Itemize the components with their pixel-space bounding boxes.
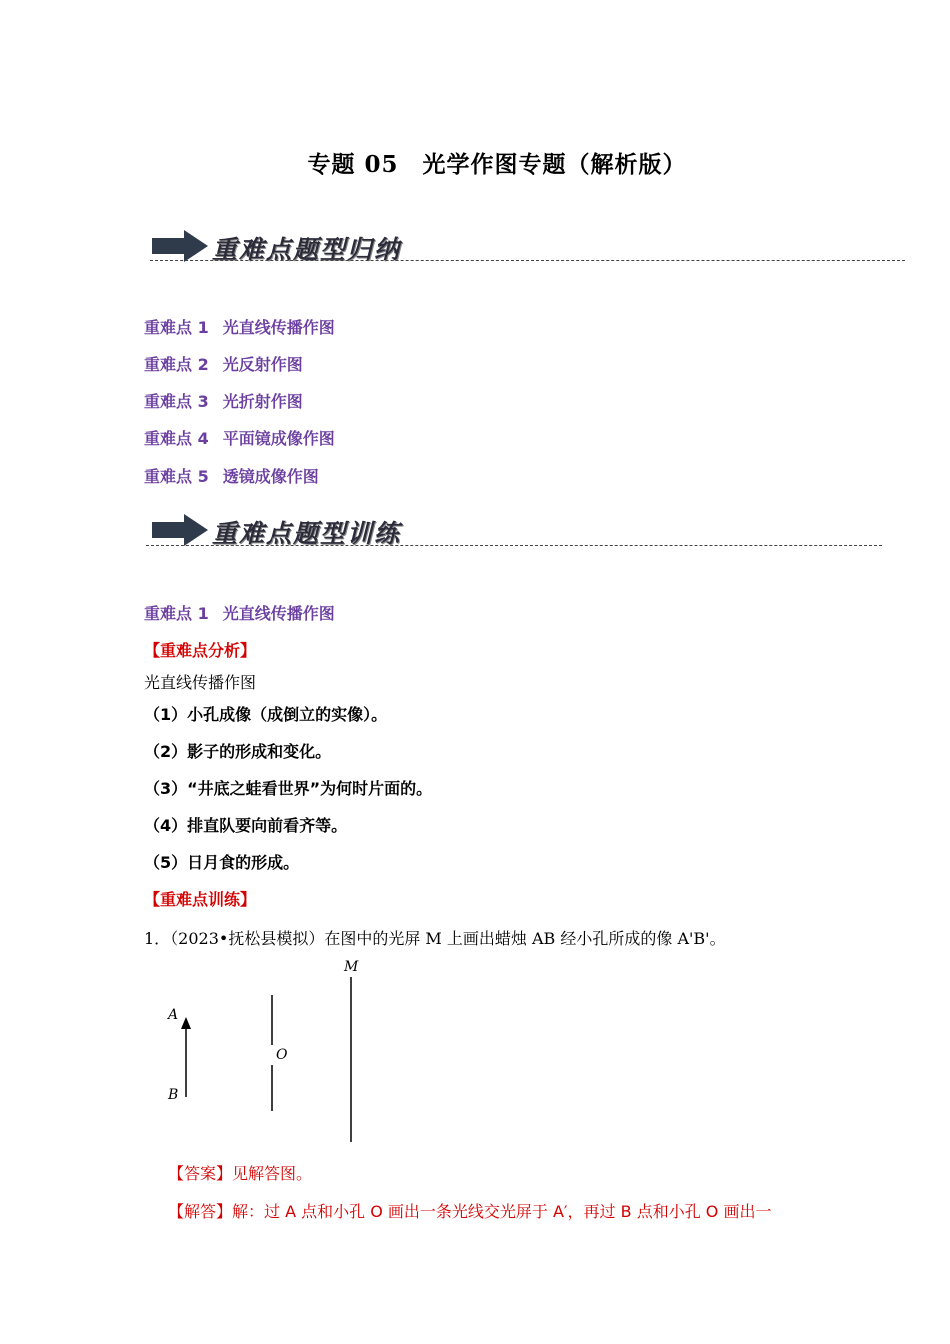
label-o: O [276,1047,288,1063]
toc-item[interactable]: 重难点 1 光直线传播作图 [144,318,335,337]
arrow-right-icon [150,228,210,264]
label-m: M [344,959,359,975]
banner-summary-text: 重难点题型归纳 [212,235,402,264]
section-heading: 重难点 1 光直线传播作图 [144,604,335,623]
point-line: （5）日月食的形成。 [144,853,300,872]
label-a: A [168,1007,179,1023]
point-line: （2）影子的形成和变化。 [144,742,332,761]
topic-line: 光直线传播作图 [144,673,257,692]
answer-line: 【答案】见解答图。 [168,1164,313,1183]
banner-training [150,512,890,562]
toc-item[interactable]: 重难点 2 光反射作图 [144,355,303,374]
solution-line: 【解答】解：过 A 点和小孔 O 画出一条光线交光屏于 A′，再过 B 点和小孔 O 画出一 [168,1202,772,1221]
arrow-right-icon [150,512,210,548]
toc-item[interactable]: 重难点 3 光折射作图 [144,392,303,411]
point-line: （1）小孔成像（成倒立的实像）。 [144,705,388,724]
label-b: B [168,1087,179,1103]
banner-divider [150,260,905,261]
banner-divider [146,545,882,546]
pinhole-figure [160,955,390,1154]
candle-arrow-icon [181,1017,191,1029]
page-title: 专题 05 光学作图专题（解析版） [307,151,687,178]
analysis-heading: 【重难点分析】 [144,641,257,660]
question-1: 1．（2023•抚松县模拟）在图中的光屏 M 上画出蜡烛 AB 经小孔所成的像 A'B'。 [144,929,726,948]
banner-training-text: 重难点题型训练 [212,519,402,548]
toc-item[interactable]: 重难点 4 平面镜成像作图 [144,429,335,448]
point-line: （4）排直队要向前看齐等。 [144,816,348,835]
training-heading: 【重难点训练】 [144,890,257,909]
point-line: （3）“井底之蛙看世界”为何时片面的。 [144,779,433,798]
toc-item[interactable]: 重难点 5 透镜成像作图 [144,467,319,486]
banner-summary [150,228,910,278]
